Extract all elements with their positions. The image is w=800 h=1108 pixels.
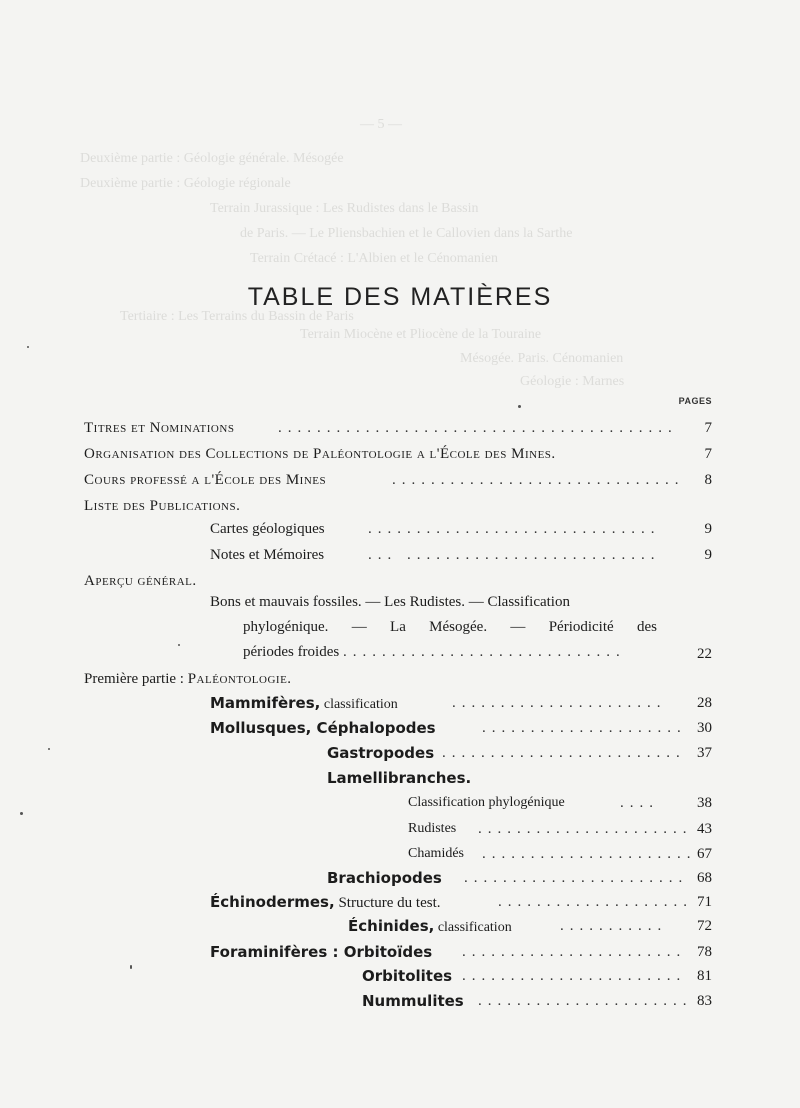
leader-dots: ........... <box>560 918 668 934</box>
leader-dots: ....................... <box>464 870 689 886</box>
toc-entry-label: Classification phylogénique <box>408 795 565 810</box>
leader-dots: .................... <box>498 894 693 910</box>
ghost-line: Deuxième partie : Géologie régionale <box>80 176 291 191</box>
leader-dots: .... <box>620 795 659 811</box>
toc-entry-page: 8 <box>704 472 712 488</box>
toc-entry-page: 7 <box>704 446 712 462</box>
leader-dots: ... .......................... <box>368 547 661 563</box>
toc-entry-page: 7 <box>704 420 712 436</box>
toc-entry[interactable] <box>0 817 800 841</box>
leader-dots: ...................... <box>478 993 693 1009</box>
toc-entry-page: 30 <box>697 720 712 736</box>
taxon-name: Échinides, <box>348 917 435 935</box>
toc-entry[interactable] <box>0 989 800 1013</box>
toc-entry-page-row <box>0 642 800 666</box>
toc-entry[interactable] <box>0 468 800 492</box>
toc-entry-label: Rudistes <box>408 821 457 836</box>
toc-entry-label: Foraminifères : Orbitoïdes <box>210 943 433 961</box>
toc-entry-page: 43 <box>697 821 712 837</box>
part-label: Première partie : <box>84 671 188 687</box>
toc-entry-label <box>84 667 292 691</box>
toc-entry-label: Orbitolites <box>362 967 453 985</box>
toc-section-heading[interactable] <box>0 766 800 790</box>
toc-entry-page: 81 <box>697 968 712 984</box>
toc-entry[interactable] <box>0 890 800 914</box>
scan-speck <box>518 405 521 408</box>
taxon-name: Échinodermes, <box>210 893 335 911</box>
toc-entry[interactable] <box>0 791 800 815</box>
ghost-line: Terrain Jurassique : Les Rudistes dans le Bassin <box>210 201 479 216</box>
ghost-line: Mésogée. Paris. Cénomanien <box>460 351 624 366</box>
toc-entry[interactable] <box>0 964 800 988</box>
toc-entry-label: Cours professé a l'École des Mines <box>84 472 327 488</box>
scan-speck <box>48 748 50 750</box>
ghost-line: de Paris. — Le Pliensbachien et le Callovien dans la Sarthe <box>240 226 573 241</box>
toc-entry-page: 9 <box>704 547 712 563</box>
toc-entry-page: 68 <box>697 870 712 886</box>
toc-entry-line: phylogénique. — La Mésogée. — Périodicité des <box>243 619 657 635</box>
toc-entry-label: Organisation des Collections de Paléontologie a l'École des Mines. <box>84 446 556 462</box>
toc-entry-page: 78 <box>697 944 712 960</box>
toc-entry[interactable] <box>0 543 800 567</box>
toc-entry[interactable] <box>0 842 800 866</box>
ghost-line: Terrain Miocène et Pliocène de la Touraine <box>300 327 542 342</box>
toc-entry-line: Bons et mauvais fossiles. — Les Rudistes. — Classification <box>210 594 570 610</box>
toc-entry-label: Notes et Mémoires <box>210 547 325 563</box>
part-title: Paléontologie. <box>187 671 292 687</box>
scan-speck <box>20 812 23 815</box>
toc-entry-page: 37 <box>697 745 712 761</box>
toc-entry-label: Nummulites <box>362 992 464 1010</box>
toc-entry[interactable] <box>0 940 800 964</box>
toc-entry[interactable] <box>0 442 800 466</box>
leader-dots: .............................. <box>368 521 661 537</box>
leader-dots: ..................... <box>482 720 687 736</box>
leader-dots: ......................................... <box>278 420 678 436</box>
ghost-line: Deuxième partie : Géologie générale. Mésogée <box>80 151 344 166</box>
toc-entry-page: 67 <box>697 846 712 862</box>
leader-dots: ...................... <box>482 846 697 862</box>
toc-entry-label: Chamidés <box>408 846 464 861</box>
toc-entry-label: Lamellibranches. <box>327 769 472 787</box>
scan-speck <box>130 965 132 969</box>
ghost-line: — 5 — <box>360 117 402 132</box>
toc-entry-page: 9 <box>704 521 712 537</box>
toc-entry-label: Brachiopodes <box>327 869 442 887</box>
toc-entry-label <box>210 691 398 717</box>
toc-section-heading[interactable] <box>0 494 800 518</box>
leader-dots: ...................... <box>452 695 667 711</box>
toc-entry-page: 71 <box>697 894 712 910</box>
scan-speck <box>178 644 180 646</box>
toc-entry-page: 28 <box>697 695 712 711</box>
toc-entry-label: Gastropodes <box>327 744 435 762</box>
toc-entry-label: périodes froides <box>243 644 340 660</box>
toc-entry-label: Titres et Nominations <box>84 420 235 436</box>
leader-dots: ...................... <box>478 821 693 837</box>
scan-speck <box>27 346 29 348</box>
taxon-detail: classification <box>320 697 398 712</box>
ghost-line: Géologie : Marnes <box>520 374 625 389</box>
toc-section-heading[interactable] <box>0 667 800 691</box>
ghost-line: Terrain Crétacé : L'Albien et le Cénomanien <box>250 251 498 266</box>
toc-entry-label: Cartes géologiques <box>210 521 325 537</box>
taxon-detail: classification <box>434 920 512 935</box>
toc-entry-label: Aperçu général. <box>84 573 197 589</box>
toc-entry[interactable] <box>0 691 800 715</box>
toc-entry-page: 83 <box>697 993 712 1009</box>
toc-entry-label <box>348 914 512 940</box>
toc-entry-label: Liste des Publications. <box>84 498 241 514</box>
toc-entry[interactable] <box>0 741 800 765</box>
toc-entry[interactable] <box>0 914 800 938</box>
toc-entry[interactable] <box>0 866 800 890</box>
toc-entry-page: 38 <box>697 795 712 811</box>
leader-dots: ....................... <box>462 944 687 960</box>
ghost-line: Tertiaire : Les Terrains du Bassin de Paris <box>120 309 354 324</box>
toc-entry[interactable] <box>0 517 800 541</box>
toc-entry-page: 22 <box>697 646 712 662</box>
toc-entry[interactable] <box>0 716 800 740</box>
page-title: TABLE DES MATIÈRES <box>247 283 553 311</box>
taxon-detail: Structure du test. <box>334 895 441 911</box>
toc-entry-label: Mollusques, Céphalopodes <box>210 719 436 737</box>
leader-dots: ............................. <box>342 644 626 660</box>
toc-entry[interactable] <box>0 416 800 440</box>
taxon-name: Mammifères, <box>210 694 321 712</box>
leader-dots: ......................... <box>442 745 686 761</box>
toc-entry-label <box>210 890 441 915</box>
toc-entry-page: 72 <box>697 918 712 934</box>
pages-column-header: PAGES <box>678 396 712 406</box>
leader-dots: .............................. <box>392 472 685 488</box>
leader-dots: ....................... <box>462 968 687 984</box>
